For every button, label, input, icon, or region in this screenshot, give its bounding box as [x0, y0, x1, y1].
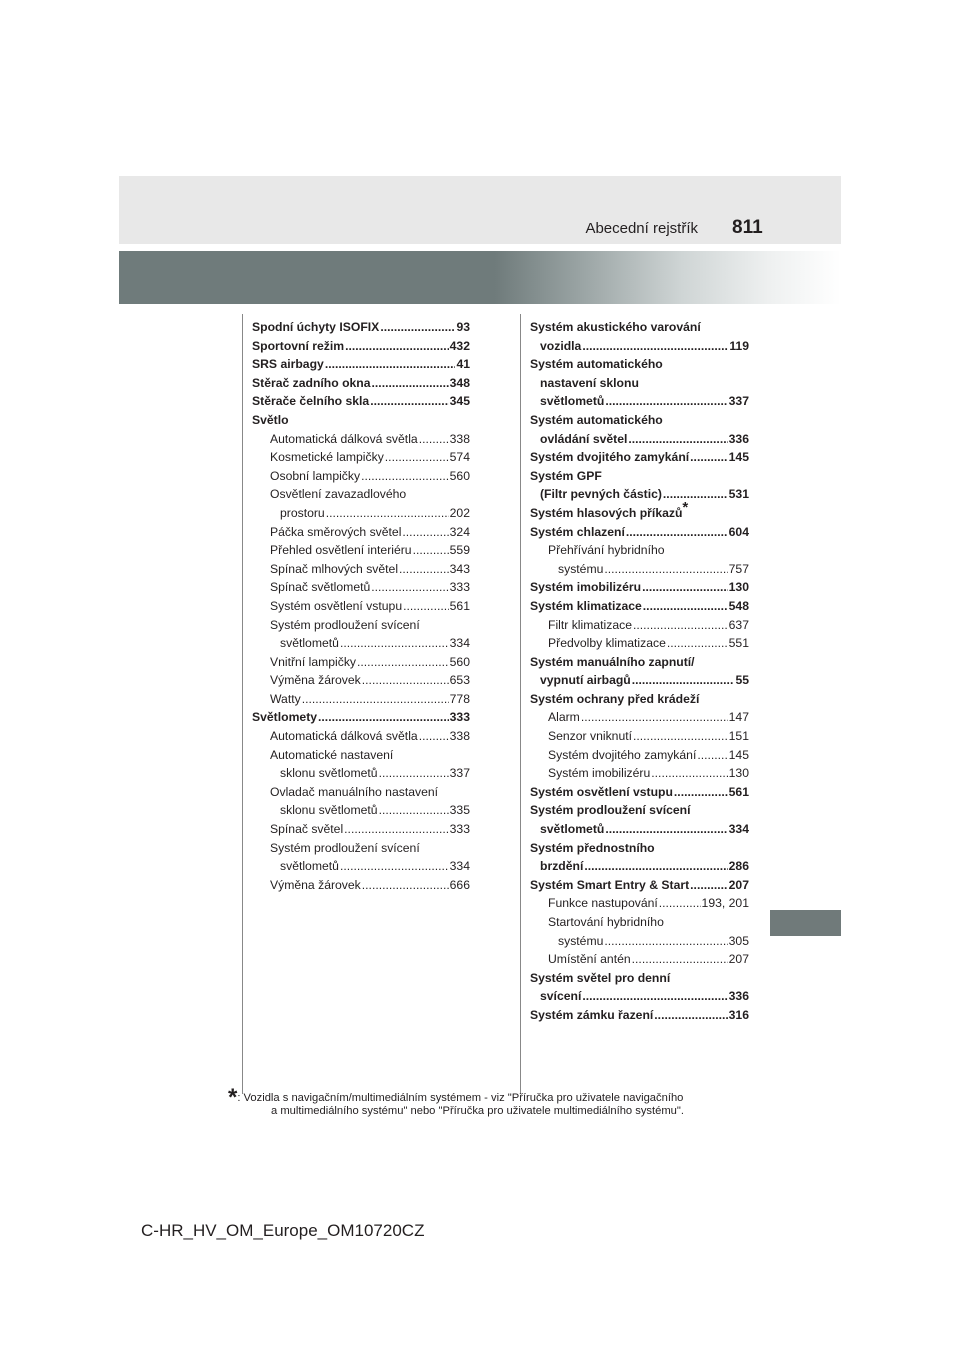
- entry-term: Systém prodloužení svícení: [270, 840, 420, 855]
- index-entry-line: [530, 411, 749, 430]
- dot-leader: [326, 504, 449, 523]
- entry-page-ref: 653: [449, 673, 470, 688]
- entry-term: Systém dvojitého zamykání: [530, 450, 690, 465]
- dot-leader: [604, 932, 727, 951]
- entry-page-ref: 130: [728, 766, 749, 781]
- entry-page-ref: 561: [449, 598, 470, 613]
- entry-term: nastavení sklonu: [540, 375, 639, 390]
- entry-page-ref: 560: [449, 654, 470, 669]
- dot-leader: [633, 616, 728, 635]
- index-entry: [252, 634, 470, 653]
- entry-term: Automatická dálková světla: [270, 729, 418, 744]
- entry-term: Automatické nastavení: [270, 747, 394, 762]
- index-entry: [252, 820, 470, 839]
- entry-page-ref: 778: [449, 691, 470, 706]
- index-entry: [252, 392, 470, 411]
- entry-term: světlometů: [280, 636, 339, 651]
- entry-term: Systém chlazení: [530, 524, 625, 539]
- entry-page-ref: 193, 201: [701, 896, 749, 911]
- entry-term: Umístění antén: [548, 952, 631, 967]
- index-entry: [530, 876, 749, 895]
- index-entry: [252, 560, 470, 579]
- entry-term: brzdění: [540, 859, 584, 874]
- dot-leader: [419, 727, 449, 746]
- entry-term: SRS airbagy: [252, 357, 324, 372]
- entry-term: Systém GPF: [530, 468, 602, 483]
- dot-leader: [659, 894, 701, 913]
- dot-leader: [626, 523, 728, 542]
- index-entry: [530, 634, 749, 653]
- entry-term: Kosmetické lampičky: [270, 450, 384, 465]
- entry-page-ref: 561: [728, 784, 749, 799]
- index-entry: [252, 671, 470, 690]
- entry-term: Systém manuálního zapnutí/: [530, 654, 695, 669]
- entry-term: svícení: [540, 989, 582, 1004]
- dot-leader: [633, 727, 728, 746]
- dot-leader: [361, 467, 449, 486]
- dot-leader: [344, 820, 448, 839]
- index-entry: [530, 671, 749, 690]
- entry-term: Automatická dálková světla: [270, 431, 418, 446]
- index-entry: [530, 950, 749, 969]
- entry-page-ref: 337: [728, 394, 749, 409]
- dot-leader: [690, 876, 727, 895]
- dot-leader: [582, 987, 727, 1006]
- entry-page-ref: 145: [728, 450, 749, 465]
- index-entry: [530, 560, 749, 579]
- entry-term: Sportovní režim: [252, 338, 345, 353]
- entry-term: Systém osvětlení vstupu: [270, 598, 403, 613]
- entry-page-ref: 432: [449, 338, 470, 353]
- entry-term: světlometů: [540, 394, 605, 409]
- entry-page-ref: 333: [449, 580, 470, 595]
- entry-term: sklonu světlometů: [280, 803, 378, 818]
- index-entry-line: [252, 411, 470, 430]
- dot-leader: [651, 764, 727, 783]
- entry-term: Spínač světlometů: [270, 580, 371, 595]
- index-entry: [530, 430, 749, 449]
- entry-page-ref: 334: [449, 636, 470, 651]
- entry-term: ovládání světel: [540, 431, 628, 446]
- entry-page-ref: 333: [449, 822, 470, 837]
- entry-page-ref: 551: [728, 636, 749, 651]
- dot-leader: [345, 337, 449, 356]
- index-entry-line: [530, 690, 749, 709]
- dot-leader: [302, 690, 449, 709]
- entry-term: sklonu světlometů: [280, 766, 378, 781]
- dot-leader: [667, 634, 728, 653]
- entry-term: Světlo: [252, 412, 289, 427]
- index-entry-line: [530, 653, 749, 672]
- dot-leader: [697, 746, 727, 765]
- entry-term: Páčka směrových světel: [270, 524, 402, 539]
- entry-term: Systém akustického varování: [530, 320, 701, 334]
- entry-term: Systém světel pro denní: [530, 970, 671, 985]
- index-entry: [530, 987, 749, 1006]
- dot-leader: [362, 671, 449, 690]
- index-entry: [530, 337, 749, 356]
- entry-term: Funkce nastupování: [548, 896, 658, 911]
- entry-page-ref: 286: [728, 859, 749, 874]
- index-entry: [252, 467, 470, 486]
- dot-leader: [632, 950, 728, 969]
- index-entry-line: [530, 839, 749, 858]
- dot-leader: [419, 430, 449, 449]
- index-entry: [252, 727, 470, 746]
- entry-term: Světlomety: [252, 710, 318, 725]
- dot-leader: [371, 578, 448, 597]
- entry-term: Systém hlasových příkazů: [530, 505, 683, 520]
- index-entry: [530, 894, 749, 913]
- index-entry: [252, 541, 470, 560]
- dot-leader: [584, 857, 727, 876]
- entry-term: Systém prodloužení svícení: [530, 803, 691, 818]
- index-entry-line: [530, 498, 749, 523]
- entry-term: Ovladač manuálního nastavení: [270, 784, 439, 799]
- index-entry: [530, 485, 749, 504]
- index-entry: [252, 653, 470, 672]
- dot-leader: [318, 708, 449, 727]
- index-entry: [252, 857, 470, 876]
- entry-term: světlometů: [280, 859, 339, 874]
- index-entry-line: [530, 374, 749, 393]
- entry-term: Výměna žárovek: [270, 673, 361, 688]
- entry-term: Systém automatického: [530, 357, 663, 372]
- entry-page-ref: 147: [728, 710, 749, 725]
- entry-page-ref: 560: [449, 468, 470, 483]
- entry-page-ref: 574: [449, 450, 470, 465]
- index-entry-line: [530, 913, 749, 932]
- footnote-marker: *: [682, 498, 689, 516]
- footnote-line-2: a multimediálního systému" nebo "Příručka pro uživatele multimediálního systému".: [271, 1105, 684, 1117]
- entry-term: Spínač světel: [270, 822, 344, 837]
- index-entry: [530, 616, 749, 635]
- dot-leader: [402, 523, 448, 542]
- index-entry: [530, 764, 749, 783]
- index-entry-line: [252, 616, 470, 635]
- index-entry: [252, 876, 470, 895]
- entry-page-ref: 604: [728, 524, 749, 539]
- dot-leader: [380, 318, 455, 337]
- entry-page-ref: 334: [728, 822, 749, 837]
- column-divider-middle: [520, 314, 521, 1094]
- entry-page-ref: 338: [449, 431, 470, 446]
- entry-page-ref: 343: [449, 561, 470, 576]
- index-entry: [530, 820, 749, 839]
- entry-term: vypnutí airbagů: [540, 673, 631, 688]
- entry-term: Spodní úchyty ISOFIX: [252, 320, 380, 334]
- entry-term: Přehled osvětlení interiéru: [270, 543, 412, 558]
- entry-page-ref: 207: [728, 877, 749, 892]
- entry-term: Stěrač zadního okna: [252, 375, 371, 390]
- entry-term: Systém dvojitého zamykání: [548, 747, 697, 762]
- page-number: 811: [732, 217, 763, 238]
- dot-leader: [399, 560, 449, 579]
- dot-leader: [604, 560, 727, 579]
- dot-leader: [663, 485, 728, 504]
- chapter-side-tab: [770, 910, 841, 936]
- entry-term: Startování hybridního: [548, 915, 664, 929]
- entry-page-ref: 637: [728, 617, 749, 632]
- dot-leader: [403, 597, 449, 616]
- entry-term: prostoru: [280, 505, 325, 520]
- entry-term: Spínač mlhových světel: [270, 561, 399, 576]
- entry-term: systému: [558, 933, 604, 948]
- entry-term: Výměna žárovek: [270, 877, 361, 892]
- index-entry: [530, 392, 749, 411]
- index-entry: [530, 523, 749, 542]
- entry-page-ref: 305: [728, 933, 749, 948]
- index-entry-line: [530, 318, 749, 337]
- index-entry-line: [530, 355, 749, 374]
- entry-term: Systém přednostního: [530, 840, 655, 855]
- dot-leader: [643, 597, 728, 616]
- index-entry-line: [530, 969, 749, 988]
- entry-page-ref: 338: [449, 729, 470, 744]
- entry-term: Systém Smart Entry & Start: [530, 877, 690, 892]
- entry-page-ref: 145: [728, 747, 749, 762]
- entry-term: Senzor vniknutí: [548, 729, 633, 744]
- index-entry: [252, 578, 470, 597]
- entry-page-ref: 151: [728, 729, 749, 744]
- entry-page-ref: 348: [449, 375, 470, 390]
- index-entry-line: [530, 467, 749, 486]
- entry-term: (Filtr pevných částic): [540, 487, 662, 502]
- index-entry: [530, 783, 749, 802]
- dot-leader: [581, 708, 728, 727]
- entry-term: Osvětlení zavazadlového: [270, 487, 407, 502]
- entry-page-ref: 334: [449, 859, 470, 874]
- entry-term: Alarm: [548, 710, 580, 725]
- index-entry: [530, 932, 749, 951]
- entry-term: Systém automatického: [530, 412, 663, 427]
- entry-page-ref: 130: [728, 580, 749, 595]
- entry-page-ref: 324: [449, 524, 470, 539]
- index-column-left: [252, 318, 470, 894]
- index-entry: [530, 597, 749, 616]
- index-entry: [252, 448, 470, 467]
- entry-term: Předvolby klimatizace: [548, 636, 666, 651]
- footnote: [228, 1084, 758, 1118]
- dot-leader: [690, 448, 727, 467]
- entry-term: Systém imobilizéru: [530, 580, 642, 595]
- entry-page-ref: 345: [449, 394, 470, 409]
- index-entry-line: [252, 839, 470, 858]
- entry-term: Systém klimatizace: [530, 598, 642, 613]
- entry-page-ref: 207: [728, 952, 749, 967]
- index-entry-line: [252, 746, 470, 765]
- entry-page-ref: 336: [728, 989, 749, 1004]
- entry-page-ref: 316: [728, 1007, 749, 1022]
- index-entry: [530, 448, 749, 467]
- entry-page-ref: 55: [735, 673, 749, 688]
- dot-leader: [674, 783, 728, 802]
- chapter-gradient-bar: [119, 251, 841, 304]
- document-code: C-HR_HV_OM_Europe_OM10720CZ: [141, 1221, 425, 1240]
- entry-term: Watty: [270, 691, 301, 706]
- entry-term: Filtr klimatizace: [548, 617, 632, 632]
- index-entry: [252, 355, 470, 374]
- dot-leader: [379, 764, 449, 783]
- index-entry: [252, 430, 470, 449]
- index-entry: [252, 764, 470, 783]
- footnote-star: *: [228, 1084, 238, 1111]
- index-entry: [530, 727, 749, 746]
- entry-term: Systém ochrany před krádeží: [530, 691, 700, 706]
- index-entry-line: [252, 783, 470, 802]
- entry-page-ref: 337: [449, 766, 470, 781]
- index-entry: [252, 801, 470, 820]
- entry-page-ref: 41: [456, 357, 470, 372]
- dot-leader: [654, 1006, 727, 1025]
- index-entry: [252, 374, 470, 393]
- entry-term: světlometů: [540, 822, 605, 837]
- footnote-line-1: : Vozidla s navigačním/multimediálním systémem - viz "Příručka pro uživatele navigačního: [237, 1092, 684, 1104]
- dot-leader: [340, 634, 449, 653]
- dot-leader: [370, 392, 448, 411]
- dot-leader: [372, 374, 449, 393]
- entry-term: systému: [558, 561, 604, 576]
- dot-leader: [628, 430, 727, 449]
- entry-page-ref: 666: [449, 877, 470, 892]
- dot-leader: [413, 541, 449, 560]
- dot-leader: [582, 337, 728, 356]
- entry-page-ref: 548: [728, 598, 749, 613]
- index-entry: [530, 857, 749, 876]
- dot-leader: [605, 820, 727, 839]
- section-title: Abecední rejstřík: [585, 220, 698, 237]
- entry-page-ref: 531: [728, 487, 749, 502]
- entry-term: vozidla: [540, 338, 582, 353]
- dot-leader: [379, 801, 449, 820]
- dot-leader: [362, 876, 449, 895]
- entry-term: Stěrače čelního skla: [252, 394, 370, 409]
- index-entry: [252, 690, 470, 709]
- entry-term: Osobní lampičky: [270, 468, 361, 483]
- dot-leader: [340, 857, 449, 876]
- index-entry: [530, 1006, 749, 1025]
- index-entry-line: [252, 485, 470, 504]
- entry-term: Systém zámku řazení: [530, 1007, 654, 1022]
- dot-leader: [357, 653, 449, 672]
- entry-page-ref: 336: [728, 431, 749, 446]
- entry-term: Systém imobilizéru: [548, 766, 651, 781]
- dot-leader: [642, 578, 728, 597]
- index-entry: [252, 708, 470, 727]
- dot-leader: [325, 355, 456, 374]
- entry-page-ref: 119: [729, 338, 749, 353]
- dot-leader: [605, 392, 727, 411]
- dot-leader: [385, 448, 449, 467]
- index-entry: [252, 597, 470, 616]
- entry-page-ref: 757: [728, 561, 749, 576]
- index-entry-line: [530, 541, 749, 560]
- index-entry: [530, 578, 749, 597]
- column-divider-left: [242, 314, 243, 1094]
- entry-page-ref: 335: [449, 803, 470, 818]
- entry-page-ref: 333: [449, 710, 470, 725]
- dot-leader: [632, 671, 735, 690]
- index-entry: [252, 523, 470, 542]
- entry-term: Vnitřní lampičky: [270, 654, 357, 669]
- index-entry: [252, 337, 470, 356]
- entry-page-ref: 559: [449, 543, 470, 558]
- entry-term: Systém prodloužení svícení: [270, 617, 420, 632]
- entry-term: Přehřívání hybridního: [548, 543, 665, 558]
- index-entry: [252, 504, 470, 523]
- index-column-right: [530, 318, 749, 1025]
- entry-term: Systém osvětlení vstupu: [530, 784, 673, 799]
- index-entry-line: [530, 801, 749, 820]
- entry-page-ref: 93: [456, 320, 470, 334]
- index-entry: [530, 708, 749, 727]
- index-entry: [530, 746, 749, 765]
- entry-page-ref: 202: [449, 505, 470, 520]
- index-entry: [252, 318, 470, 337]
